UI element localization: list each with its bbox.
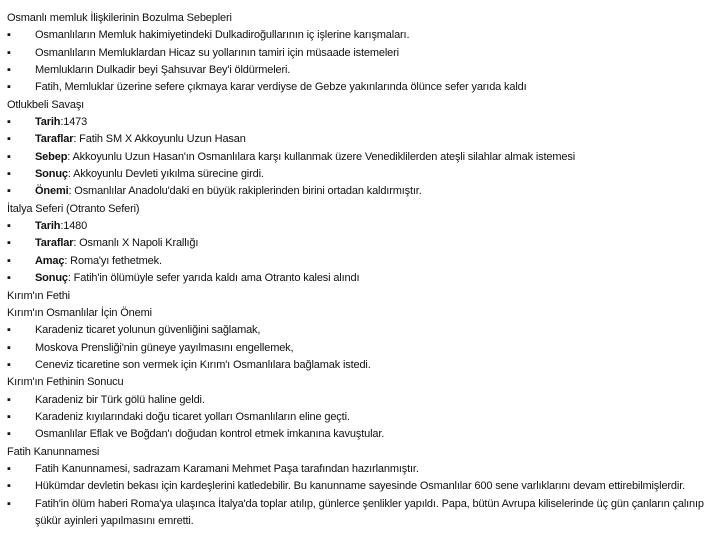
bullet-icon: ▪ <box>7 81 11 94</box>
bullet-icon: ▪ <box>7 237 11 250</box>
bullet-item <box>7 426 713 443</box>
section-heading: Kırım'ın Fethinin Sonucu <box>7 376 124 389</box>
bullet-text: : Akkoyunlu Uzun Hasan'ın Osmanlılara karşı kullanmak üzere Venediklilerden ateşli silahlar almak istemesi <box>67 150 575 163</box>
bullet-text: Fatih, Memluklar üzerine sefere çıkmaya karar verdiyse de Gebze yakınlarında ölünce sefer yarıda kaldı <box>35 81 527 94</box>
bullet-icon: ▪ <box>7 185 11 198</box>
bullet-label: Taraflar <box>35 133 74 146</box>
bullet-icon: ▪ <box>7 480 11 493</box>
bullet-icon: ▪ <box>7 497 11 510</box>
bullet-icon: ▪ <box>7 324 11 337</box>
bullet-icon: ▪ <box>7 64 11 77</box>
bullet-item <box>7 149 713 166</box>
bullet-item <box>7 218 713 235</box>
bullet-text: : Fatih'in ölümüyle sefer yarıda kaldı ama Otranto kalesi alındı <box>67 272 360 285</box>
bullet-icon: ▪ <box>7 150 11 163</box>
bullet-text: Hükümdar devletin bekası için kardeşlerini katledebilir. Bu kanunname sayesinde Osmanlılar 600 sene varlıklarını devam ettirebilmişlerdir. <box>35 480 686 493</box>
bullet-icon: ▪ <box>7 358 11 371</box>
bullet-item <box>7 253 713 270</box>
bullet-icon: ▪ <box>7 29 11 42</box>
bullet-icon: ▪ <box>7 462 11 475</box>
bullet-item <box>7 392 713 409</box>
bullet-icon: ▪ <box>7 341 11 354</box>
bullet-item <box>7 45 713 62</box>
bullet-text: :1473 <box>60 116 88 129</box>
bullet-icon: ▪ <box>7 220 11 233</box>
bullet-item <box>7 496 713 531</box>
bullet-icon: ▪ <box>7 168 11 181</box>
bullet-item <box>7 357 713 374</box>
bullet-text: Osmanlılar Eflak ve Boğdan'ı doğudan kontrol etmek imkanına kavuştular. <box>35 428 385 441</box>
bullet-item <box>7 235 713 252</box>
section-heading: Otlukbeli Savaşı <box>7 98 85 111</box>
bullet-label: Tarih <box>35 116 61 129</box>
bullet-item <box>7 131 713 148</box>
bullet-icon: ▪ <box>7 393 11 406</box>
bullet-label: Taraflar <box>35 237 74 250</box>
section-heading: İtalya Seferi (Otranto Seferi) <box>7 202 140 215</box>
bullet-text: Fatih'in ölüm haberi Roma'ya ulaşınca İtalya'da toplar atılıp, günlerce şenlikler yapıldı. Papa, bütün Avrupa kiliselerinde üç gün çanların çalınıp şükür ayinleri yapılmasını emretti. <box>35 497 704 527</box>
bullet-icon: ▪ <box>7 46 11 59</box>
bullet-item <box>7 340 713 357</box>
bullet-item <box>7 461 713 478</box>
section-heading: Kırım'ın Osmanlılar İçin Önemi <box>7 306 152 319</box>
bullet-text: Osmanlıların Memluklardan Hicaz su yollarının tamiri için müsaade istemeleri <box>35 46 399 59</box>
bullet-icon: ▪ <box>7 254 11 267</box>
bullet-item <box>7 166 713 183</box>
bullet-text: : Osmanlılar Anadolu'daki en büyük rakiplerinden birini ortadan kaldırmıştır. <box>68 185 422 198</box>
bullet-text: Karadeniz kıyılarındaki doğu ticaret yolları Osmanlıların eline geçti. <box>35 410 350 423</box>
bullet-label: Önemi <box>35 185 69 198</box>
bullet-text: Fatih Kanunnamesi, sadrazam Karamani Mehmet Paşa tarafından hazırlanmıştır. <box>35 462 419 475</box>
bullet-item <box>7 478 713 495</box>
bullet-text: : Osmanlı X Napoli Krallığı <box>73 237 199 250</box>
bullet-label: Tarih <box>35 220 61 233</box>
bullet-item <box>7 409 713 426</box>
bullet-item <box>7 183 713 200</box>
bullet-text: : Akkoyunlu Devleti yıkılma sürecine girdi. <box>67 168 264 181</box>
bullet-text: : Roma'yı fethetmek. <box>64 254 162 267</box>
bullet-item <box>7 322 713 339</box>
bullet-item <box>7 79 713 96</box>
bullet-label: Sonuç <box>35 168 68 181</box>
bullet-item <box>7 27 713 44</box>
section-heading: Osmanlı memluk İlişkilerinin Bozulma Sebepleri <box>7 12 232 24</box>
bullet-text: : Fatih SM X Akkoyunlu Uzun Hasan <box>73 133 246 146</box>
bullet-item <box>7 114 713 131</box>
document-body <box>7 10 713 530</box>
bullet-text: Ceneviz ticaretine son vermek için Kırım'ı Osmanlılara bağlamak istedi. <box>35 358 371 371</box>
bullet-text: Karadeniz ticaret yolunun güvenliğini sağlamak, <box>35 324 261 337</box>
bullet-icon: ▪ <box>7 116 11 129</box>
bullet-icon: ▪ <box>7 410 11 423</box>
bullet-text: Osmanlıların Memluk hakimiyetindeki Dulkadiroğullarının iç işlerine karışmaları. <box>35 29 410 42</box>
bullet-text: Karadeniz bir Türk gölü haline geldi. <box>35 393 205 406</box>
bullet-label: Sonuç <box>35 272 68 285</box>
bullet-text: Memlukların Dulkadir beyi Şahsuvar Bey'i öldürmeleri. <box>35 64 291 77</box>
section-heading: Fatih Kanunnamesi <box>7 445 100 458</box>
bullet-icon: ▪ <box>7 133 11 146</box>
bullet-text: :1480 <box>60 220 88 233</box>
bullet-icon: ▪ <box>7 272 11 285</box>
bullet-icon: ▪ <box>7 428 11 441</box>
section-heading: Kırım'ın Fethi <box>7 289 70 302</box>
bullet-item <box>7 62 713 79</box>
bullet-text: Moskova Prensliği'nin güneye yayılmasını engellemek, <box>35 341 294 354</box>
bullet-label: Amaç <box>35 254 65 267</box>
bullet-item <box>7 270 713 287</box>
bullet-label: Sebep <box>35 150 68 163</box>
